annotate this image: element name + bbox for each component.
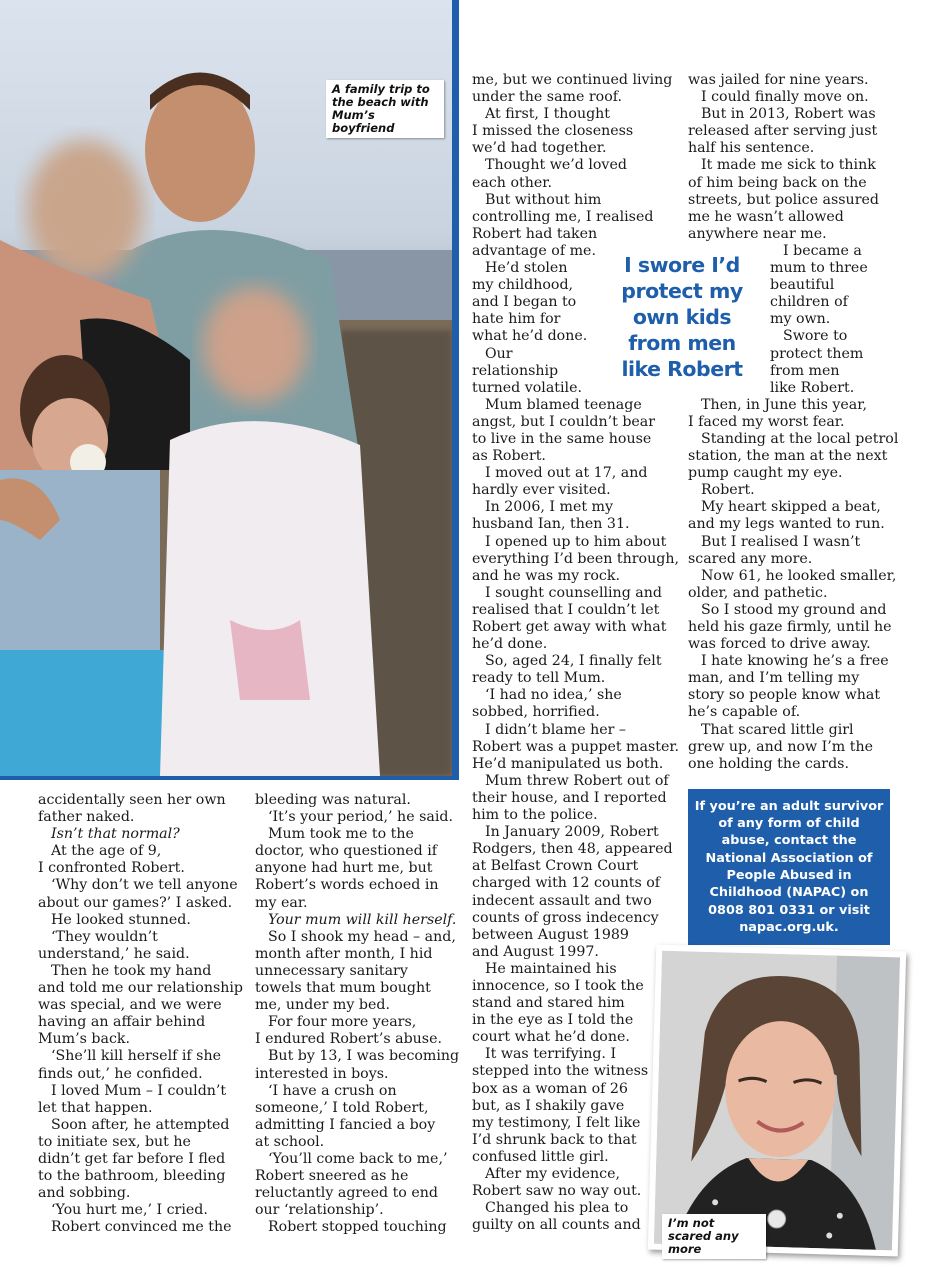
text-line: husband Ian, then 31.: [472, 516, 630, 533]
text-line: In 2006, I met my: [485, 499, 614, 516]
text-line: box as a woman of 26: [472, 1080, 628, 1097]
text-line: father naked.: [38, 809, 135, 826]
text-line: stand and stared him: [472, 995, 625, 1012]
text-line: ready to tell Mum.: [472, 670, 606, 687]
text-line: ‘I have a crush on: [268, 1082, 397, 1099]
text-line: That scared little girl: [701, 721, 854, 738]
text-line: but, as I shakily gave: [472, 1097, 625, 1114]
text-line: streets, but police assured: [688, 191, 879, 208]
text-line: grew up, and now I’m the: [688, 738, 873, 755]
text-line: one holding the cards.: [688, 755, 849, 772]
text-line: unnecessary sanitary: [255, 962, 408, 979]
text-line: It was terrifying. I: [485, 1046, 617, 1063]
text-line: ‘Why don’t we tell anyone: [51, 877, 238, 894]
text-line: finds out,’ he confided.: [38, 1065, 203, 1082]
text-line: ‘I had no idea,’ she: [485, 687, 622, 704]
text-line: sobbed, horrified.: [472, 704, 600, 721]
text-line: released after serving just: [688, 123, 878, 140]
text-line: ‘You’ll come back to me,’: [268, 1150, 448, 1167]
text-line: at school.: [255, 1133, 325, 1150]
text-line: our ‘relationship’.: [255, 1202, 384, 1219]
text-line: in the eye as I told the: [472, 1012, 634, 1029]
text-line: After my evidence,: [485, 1166, 621, 1182]
text-line: between August 1989: [472, 926, 629, 943]
text-line: Now 61, he looked smaller,: [701, 567, 897, 584]
text-line: ‘You hurt me,’ I cried.: [51, 1202, 208, 1219]
text-line: and I began to: [472, 294, 577, 311]
text-line: to initiate sex, but he: [38, 1133, 191, 1150]
text-line: having an affair behind: [38, 1014, 206, 1031]
napac-helpline-box: [688, 789, 890, 945]
text-line: angst, but I couldn’t bear: [472, 413, 656, 430]
text-line: was special, and we were: [38, 997, 222, 1014]
text-line: counts of gross indecency: [472, 909, 659, 926]
text-line: charged with 12 counts of: [472, 875, 661, 892]
text-line: each other.: [472, 174, 552, 191]
family-photo-caption: A family trip to the beach with Mum’s boyfriend: [326, 80, 444, 138]
text-line: about our games?’ I asked.: [38, 894, 233, 911]
text-line: admitting I fancied a boy: [255, 1116, 436, 1133]
text-line: beautiful: [770, 277, 835, 294]
text-line: everything I’d been through,: [472, 550, 679, 567]
text-line: me, under my bed.: [255, 997, 390, 1014]
text-line: doctor, who questioned if: [255, 843, 437, 860]
text-line: Robert sneered as he: [255, 1168, 409, 1185]
pull-quote: I swore I’d protect my own kids from men like Robert: [621, 253, 743, 381]
text-line: indecent assault and two: [472, 892, 652, 909]
text-line: protect them: [770, 345, 864, 362]
text-line: But in 2013, Robert was: [701, 106, 876, 123]
text-line: I sought counselling and: [485, 584, 662, 601]
article-column-3: [472, 72, 680, 1234]
text-line: relationship: [472, 362, 559, 379]
article-column-1: [38, 792, 244, 1236]
text-line: confused little girl.: [472, 1148, 609, 1165]
text-line: Robert was a puppet master.: [472, 738, 680, 755]
text-line: hate him for: [472, 311, 561, 328]
text-line: anywhere near me.: [688, 225, 827, 242]
text-line: I endured Robert’s abuse.: [255, 1031, 442, 1048]
article-column-2: [255, 792, 465, 1236]
text-line: month after month, I hid: [255, 945, 433, 962]
text-line: to live in the same house: [472, 430, 652, 447]
text-line: reluctantly agreed to end: [255, 1185, 438, 1202]
text-line: under the same roof.: [472, 89, 623, 106]
text-line: So, aged 24, I finally felt: [485, 653, 662, 670]
text-line: someone,’ I told Robert,: [255, 1099, 429, 1116]
text-line: ‘It’s your period,’ he said.: [268, 809, 453, 826]
text-line: Robert get away with what: [472, 619, 667, 635]
text-line: their house, and I reported: [472, 789, 667, 806]
text-line: Mum blamed teenage: [485, 396, 642, 413]
text-line: I missed the closeness: [472, 123, 634, 140]
text-line: what he’d done.: [472, 328, 588, 345]
text-line: at Belfast Crown Court: [472, 858, 639, 875]
text-line: turned volatile.: [472, 379, 582, 396]
text-line: But by 13, I was becoming: [268, 1048, 460, 1065]
text-line: my ear.: [255, 894, 308, 911]
text-line: Isn’t that normal?: [51, 826, 180, 843]
text-line: Our: [485, 345, 513, 362]
portrait-photo-caption: I’m not scared any more: [662, 1214, 766, 1259]
text-line: pump caught my eye.: [688, 465, 843, 482]
text-line: and August 1997.: [472, 943, 599, 960]
text-line: Thought we’d loved: [485, 157, 627, 174]
text-line: hardly ever visited.: [472, 482, 611, 499]
text-line: my testimony, I felt like: [472, 1114, 641, 1131]
text-line: stepped into the witness: [472, 1063, 649, 1080]
text-line: I moved out at 17, and: [485, 465, 648, 482]
text-line: So I shook my head – and,: [268, 928, 456, 945]
text-line: like Robert.: [770, 379, 855, 396]
text-line: and he was my rock.: [472, 567, 620, 584]
text-line: Mum threw Robert out of: [485, 772, 669, 789]
text-line: didn’t get far before I fled: [38, 1150, 226, 1167]
text-line: as Robert.: [472, 448, 546, 465]
text-line: But I realised I wasn’t: [701, 533, 861, 550]
text-line: towels that mum bought: [255, 980, 431, 997]
text-line: innocence, so I took the: [472, 977, 644, 994]
text-line: It made me sick to think: [701, 157, 876, 174]
text-line: interested in boys.: [255, 1065, 389, 1082]
text-line: Robert’s words echoed in: [255, 877, 439, 894]
text-line: me, but we continued living: [472, 72, 673, 88]
text-line: story so people know what: [688, 687, 881, 704]
portrait-photo-image: [654, 951, 900, 1251]
text-line: Standing at the local petrol: [701, 430, 899, 447]
text-line: Robert had taken: [472, 225, 598, 242]
text-line: Robert convinced me the: [51, 1219, 232, 1236]
text-line: I faced my worst fear.: [688, 413, 845, 430]
text-line: I became a: [783, 242, 862, 259]
text-line: and my legs wanted to run.: [688, 516, 885, 533]
text-line: controlling me, I realised: [472, 208, 654, 225]
text-line: Changed his plea to: [485, 1200, 629, 1217]
text-line: I confronted Robert.: [38, 860, 185, 877]
text-line: I hate knowing he’s a free: [701, 653, 889, 670]
text-line: For four more years,: [268, 1014, 417, 1031]
text-line: He’d manipulated us both.: [472, 755, 664, 772]
text-line: my own.: [770, 311, 831, 328]
text-line: older, and pathetic.: [688, 584, 828, 601]
text-line: Soon after, he attempted: [51, 1116, 230, 1133]
text-line: me he wasn’t allowed: [688, 208, 844, 225]
text-line: Robert.: [701, 482, 755, 499]
text-line: from men: [770, 362, 840, 379]
text-line: Then he took my hand: [51, 962, 212, 979]
text-line: him to the police.: [472, 807, 598, 824]
text-line: court what he’d done.: [472, 1029, 630, 1046]
text-line: My heart skipped a beat,: [701, 499, 881, 516]
text-line: He maintained his: [485, 960, 617, 977]
text-line: he’d done.: [472, 636, 548, 653]
text-line: to the bathroom, bleeding: [38, 1168, 226, 1185]
text-line: Robert stopped touching: [268, 1219, 447, 1236]
text-line: mum to three: [770, 260, 868, 277]
text-line: Robert saw no way out.: [472, 1183, 642, 1200]
text-line: Rodgers, then 48, appeared: [472, 841, 673, 858]
text-line: anyone had hurt me, but: [255, 860, 433, 877]
text-line: scared any more.: [688, 550, 813, 567]
article-column-4: [688, 72, 898, 773]
text-line: of him being back on the: [688, 174, 867, 191]
text-line: bleeding was natural.: [255, 792, 411, 808]
text-line: let that happen.: [38, 1099, 153, 1116]
text-line: and told me our relationship: [38, 980, 244, 997]
text-line: In January 2009, Robert: [485, 824, 659, 841]
text-line: So I stood my ground and: [701, 601, 887, 618]
text-line: my childhood,: [472, 277, 574, 294]
text-line: I could finally move on.: [701, 89, 869, 106]
portrait-photo: [648, 945, 906, 1257]
text-line: children of: [770, 294, 848, 311]
text-line: we’d had together.: [472, 140, 607, 157]
text-line: was jailed for nine years.: [688, 72, 869, 88]
text-line: ‘They wouldn’t: [51, 928, 158, 945]
text-line: Your mum will kill herself.: [268, 911, 457, 928]
text-line: was forced to drive away.: [688, 636, 871, 653]
text-line: station, the man at the next: [688, 448, 888, 465]
text-line: Mum’s back.: [38, 1031, 131, 1048]
text-line: But without him: [485, 191, 602, 208]
text-line: I’d shrunk back to that: [472, 1131, 637, 1148]
text-line: I didn’t blame her –: [485, 721, 627, 738]
text-line: Swore to: [783, 328, 848, 345]
text-line: held his gaze firmly, until he: [688, 619, 892, 635]
text-line: ‘She’ll kill herself if she: [51, 1048, 221, 1065]
text-line: Then, in June this year,: [701, 396, 867, 413]
text-line: guilty on all counts and: [472, 1217, 641, 1234]
text-line: understand,’ he said.: [38, 945, 190, 962]
text-line: He’d stolen: [485, 260, 568, 277]
text-line: I opened up to him about: [485, 533, 667, 550]
text-line: accidentally seen her own: [38, 792, 226, 808]
text-line: man, and I’m telling my: [688, 670, 860, 687]
text-line: At first, I thought: [485, 106, 611, 123]
family-beach-photo: [0, 0, 459, 780]
text-line: I loved Mum – I couldn’t: [51, 1082, 227, 1099]
text-line: and sobbing.: [38, 1185, 131, 1202]
text-line: realised that I couldn’t let: [472, 601, 660, 618]
text-line: At the age of 9,: [51, 843, 162, 860]
text-line: advantage of me.: [472, 242, 596, 259]
portrait-illustration: [654, 951, 900, 1251]
text-line: he’s capable of.: [688, 704, 801, 721]
text-line: Mum took me to the: [268, 826, 414, 843]
text-line: He looked stunned.: [51, 911, 191, 928]
text-line: half his sentence.: [688, 140, 815, 157]
napac-helpline-text: If you’re an adult survivor of any form of child abuse, contact the National Association of People Abused in Childhood (NAPAC) on 0808 801 0331 or visit napac.org.uk.: [694, 798, 884, 935]
